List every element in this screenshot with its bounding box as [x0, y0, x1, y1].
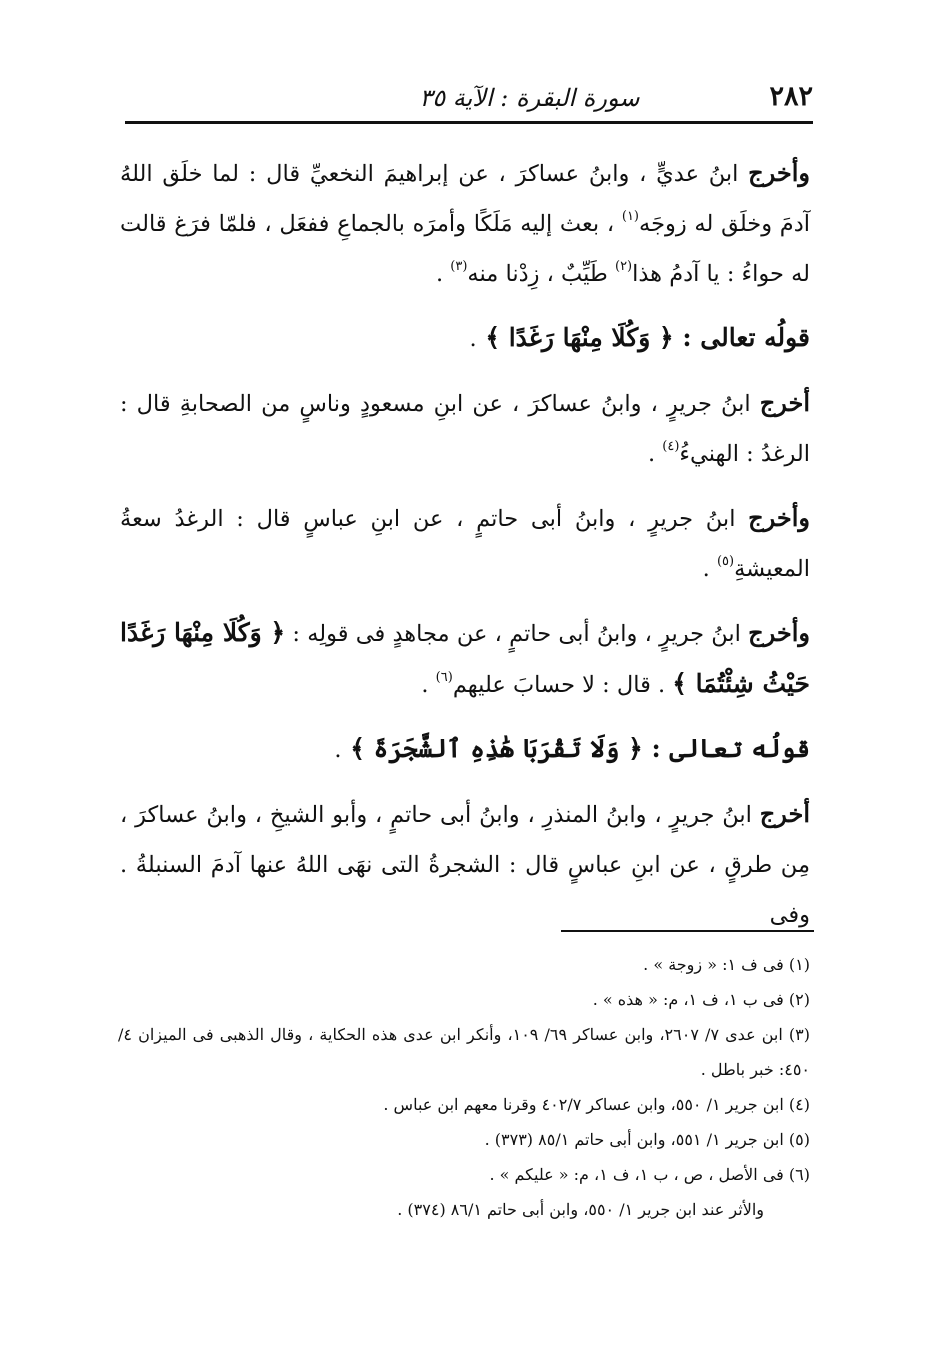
paragraph-text: .: [469, 326, 477, 352]
paragraph-text: ، بعث إليه مَلَكًا وأمرَه بالجماعِ ففعَل ، فلمّا فرَغ قالت له حواءُ : يا آدمُ هذا: [120, 211, 810, 287]
verse-heading: [120, 313, 810, 364]
paragraph-text: ابنُ عديٍّ ، وابنُ عساكرَ ، عن إبراهيمَ النخعيِّ قال : لما خلَق اللهُ آدمَ وخلَق له زوجَه: [120, 161, 810, 237]
page-header: [125, 68, 813, 112]
footnote-ref: (٣): [450, 259, 468, 274]
quran-verse: ﴿ وَكُلَا مِنْهَا رَغَدًا ﴾: [476, 323, 683, 352]
verse-heading: [120, 724, 810, 775]
footnote: (١) فى ف ١: « زوجة » .: [643, 955, 810, 974]
footnote-ref: (٦): [435, 670, 453, 685]
main-text: [120, 148, 810, 954]
verse-heading-lead: قولُه تعالى :: [651, 734, 810, 763]
verse-heading-lead: قولُه تعالى :: [682, 323, 810, 352]
paragraph: [120, 378, 810, 479]
page-number: ٢٨٢: [769, 81, 813, 112]
paragraph-text: ابنُ جريرٍ ، وابنُ أبى حاتمٍ ، عن ابنِ عباسٍ قال : الرغدُ سعةُ المعيشةِ: [120, 506, 810, 582]
paragraph-lead: وأخرج: [748, 503, 810, 532]
paragraph-text: . قال : لا حسابَ عليهم: [452, 672, 673, 698]
paragraph-lead: وأخرج: [748, 618, 810, 647]
paragraph-text: ابنُ جريرٍ ، وابنُ أبى حاتمٍ ، عن مجاهدٍ فى قولِه :: [285, 621, 749, 647]
footnote-rule: [561, 930, 814, 932]
paragraph-lead: أخرج: [759, 388, 810, 417]
paragraph-text: ابنُ جريرٍ ، وابنُ عساكرَ ، عن ابنِ مسعودٍ وناسٍ من الصحابةِ قال : الرغدُ : الهنيءُ: [120, 391, 810, 467]
footnote-ref: (٤): [662, 439, 680, 454]
footnote: (٤) ابن جرير ١/ ٥٥٠، وابن عساكر ٤٠٢/٧ وقرنا معهم ابن عباس .: [383, 1095, 810, 1114]
quran-verse: ﴿ وَكُلَا مِنْهَا رَغَدًا حَيْثُ شِئْتُمَا ﴾: [120, 618, 810, 698]
footnote-ref: (٢): [614, 259, 633, 274]
running-title: سورة البقرة : الآية ٣٥: [419, 84, 640, 112]
paragraph-text: ابنُ جريرٍ ، وابنُ المنذرِ ، وابنُ أبى حاتمٍ ، وأبو الشيخِ ، وابنُ عساكرَ ، مِن طرقٍ ، عن ابنِ عباسٍ قال : الشجرةُ التى نهَى اللهُ عنها آدمَ السنبلةُ . وفى: [120, 802, 810, 928]
paragraph-text: .: [702, 556, 717, 582]
footnote: (٦) فى الأصل ، ص ، ب ١، ف ١، م: « عليكم » .: [489, 1165, 810, 1184]
header-rule: [125, 121, 813, 124]
quran-verse: ﴿ وَلَا تَقْرَبَا هَٰذِهِ ٱلشَّجَرَةَ ﴾: [341, 734, 652, 763]
paragraph-lead: وأخرج: [748, 158, 810, 187]
paragraph: [120, 148, 810, 299]
footnote-continuation: والأثر عند ابن جرير ١/ ٥٥٠، وابن أبى حاتم ٨٦/١ (٣٧٤) .: [397, 1200, 764, 1219]
paragraph-text: .: [334, 737, 342, 763]
paragraph-text: طَيِّبٌ ، زِدْنا منه: [467, 261, 615, 287]
paragraph-text: .: [435, 261, 451, 287]
paragraph: [120, 493, 810, 594]
paragraph: [120, 608, 810, 710]
footnote: (٢) فى ب ١، ف ١، م: « هذه » .: [592, 990, 810, 1009]
footnotes: [118, 947, 810, 1227]
paragraph-text: .: [421, 672, 436, 698]
footnote-ref: (١): [621, 209, 639, 224]
footnote: (٣) ابن عدى ٧/ ٢٦٠٧، وابن عساكر ٦٩/ ١٠٩، وأنكر ابن عدى هذه الحكاية ، وقال الذهبى فى الميزان ٤/ ٤٥٠: خبر باطل .: [118, 1025, 811, 1079]
footnote-ref: (٥): [716, 554, 735, 569]
paragraph-lead: أخرج: [759, 799, 810, 828]
paragraph: [120, 789, 810, 940]
paragraph-text: .: [647, 441, 663, 467]
footnote: (٥) ابن جرير ١/ ٥٥١، وابن أبى حاتم ٨٥/١ (٣٧٣) .: [484, 1130, 810, 1149]
